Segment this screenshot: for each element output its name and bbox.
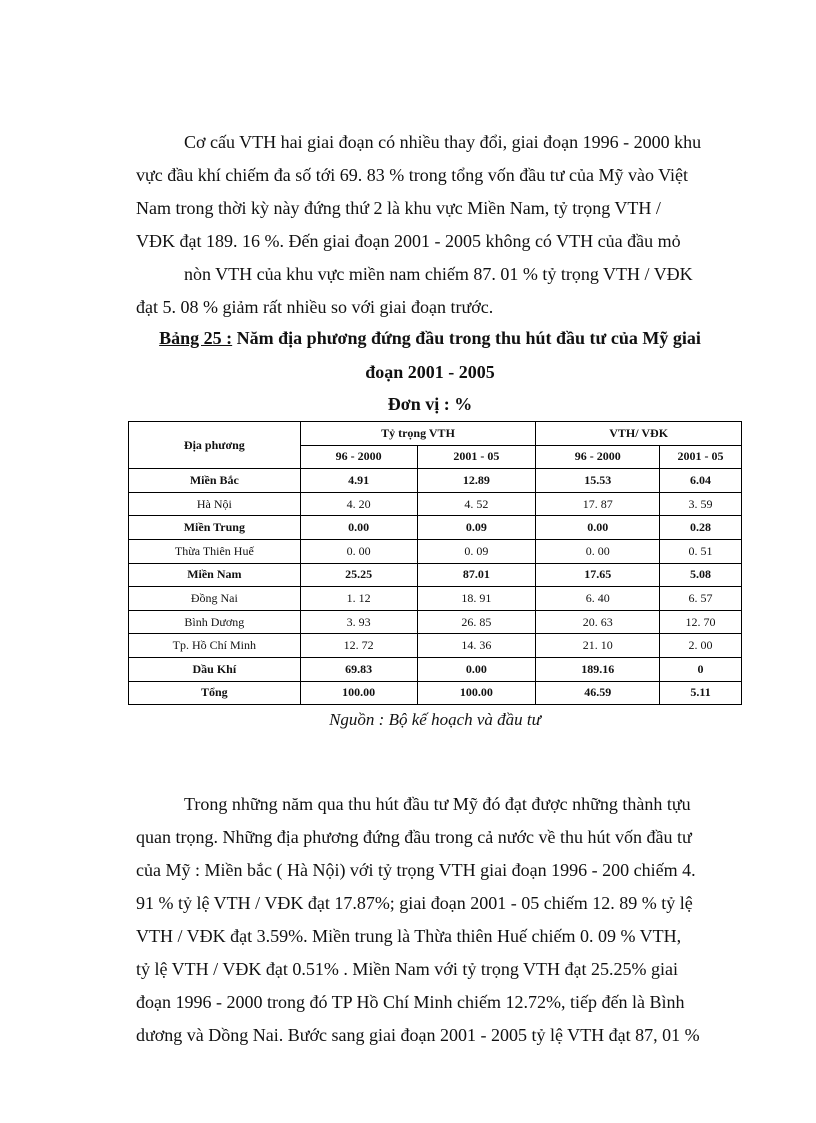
region-cell: Miền Bắc xyxy=(129,469,301,493)
table-row xyxy=(129,657,742,681)
table-row xyxy=(129,492,742,516)
table-row xyxy=(129,634,742,658)
value-cell: 100.00 xyxy=(417,681,536,705)
value-cell: 20. 63 xyxy=(536,610,660,634)
intro-paragraph xyxy=(136,126,740,324)
value-cell: 3. 93 xyxy=(300,610,417,634)
table-row xyxy=(129,516,742,540)
paragraph-line: VĐK đạt 189. 16 %. Đến giai đoạn 2001 - 2005 không có VTH của đầu mỏ xyxy=(136,231,681,251)
value-cell: 0. 00 xyxy=(536,539,660,563)
table-title-text: Năm địa phương đứng đầu trong thu hút đầu tư của Mỹ giai xyxy=(232,328,701,348)
table-row xyxy=(129,563,742,587)
paragraph-line: vực đầu khí chiếm đa số tới 69. 83 % trong tổng vốn đầu tư của Mỹ vào Việt xyxy=(136,165,689,185)
value-cell: 2. 00 xyxy=(660,634,742,658)
table-row xyxy=(129,681,742,705)
value-cell: 1. 12 xyxy=(300,587,417,611)
paragraph-line: Trong những năm qua thu hút đầu tư Mỹ đó đạt được những thành tựu xyxy=(184,794,691,814)
table-row xyxy=(129,539,742,563)
subheader: 2001 - 05 xyxy=(660,445,742,469)
paragraph-line: nòn VTH của khu vực miền nam chiếm 87. 01 % tỷ trọng VTH / VĐK xyxy=(184,264,693,284)
value-cell: 69.83 xyxy=(300,657,417,681)
paragraph-line: đạt 5. 08 % giảm rất nhiều so với giai đoạn trước. xyxy=(136,297,494,317)
value-cell: 0. 51 xyxy=(660,539,742,563)
header-share-vth: Tỷ trọng VTH xyxy=(300,422,536,446)
data-table xyxy=(128,421,742,705)
value-cell: 4.91 xyxy=(300,469,417,493)
unit-label: Đơn vị : % xyxy=(387,394,473,414)
header-vth-vdk: VTH/ VĐK xyxy=(536,422,742,446)
region-cell: Hà Nội xyxy=(129,492,301,516)
subheader: 96 - 2000 xyxy=(300,445,417,469)
value-cell: 0 xyxy=(660,657,742,681)
value-cell: 12. 70 xyxy=(660,610,742,634)
table-title xyxy=(120,321,740,355)
value-cell: 0. 00 xyxy=(300,539,417,563)
subheader: 2001 - 05 xyxy=(417,445,536,469)
value-cell: 0.00 xyxy=(417,657,536,681)
value-cell: 12.89 xyxy=(417,469,536,493)
region-cell: Thừa Thiên Huế xyxy=(129,539,301,563)
value-cell: 5.11 xyxy=(660,681,742,705)
region-cell: Miền Nam xyxy=(129,563,301,587)
header-region: Địa phương xyxy=(129,422,301,469)
value-cell: 3. 59 xyxy=(660,492,742,516)
paragraph-line: đoạn 1996 - 2000 trong đó TP Hồ Chí Minh chiếm 12.72%, tiếp đến là Bình xyxy=(136,992,685,1012)
table-title-line2: đoạn 2001 - 2005 xyxy=(365,362,495,382)
value-cell: 17. 87 xyxy=(536,492,660,516)
table-row xyxy=(129,469,742,493)
value-cell: 6.04 xyxy=(660,469,742,493)
value-cell: 0.00 xyxy=(536,516,660,540)
region-cell: Miền Trung xyxy=(129,516,301,540)
region-cell: Tổng xyxy=(129,681,301,705)
source-note: Nguồn : Bộ kế hoạch và đầu tư xyxy=(329,710,541,729)
value-cell: 14. 36 xyxy=(417,634,536,658)
paragraph-line: Cơ cấu VTH hai giai đoạn có nhiều thay đổi, giai đoạn 1996 - 2000 khu xyxy=(184,132,702,152)
region-cell: Dầu Khí xyxy=(129,657,301,681)
value-cell: 46.59 xyxy=(536,681,660,705)
value-cell: 189.16 xyxy=(536,657,660,681)
region-cell: Tp. Hồ Chí Minh xyxy=(129,634,301,658)
paragraph-line: tỷ lệ VTH / VĐK đạt 0.51% . Miền Nam với tỷ trọng VTH đạt 25.25% giai xyxy=(136,959,678,979)
region-cell: Đồng Nai xyxy=(129,587,301,611)
value-cell: 26. 85 xyxy=(417,610,536,634)
paragraph-line: của Mỹ : Miền bắc ( Hà Nội) với tỷ trọng VTH giai đoạn 1996 - 200 chiếm 4. xyxy=(136,860,696,880)
paragraph-line: quan trọng. Những địa phương đứng đầu trong cả nước về thu hút vốn đầu tư xyxy=(136,827,692,847)
table-label: Bảng 25 : xyxy=(159,328,233,348)
paragraph-line: Nam trong thời kỳ này đứng thứ 2 là khu vực Miền Nam, tỷ trọng VTH / xyxy=(136,198,661,218)
value-cell: 87.01 xyxy=(417,563,536,587)
value-cell: 5.08 xyxy=(660,563,742,587)
paragraph-line: VTH / VĐK đạt 3.59%. Miền trung là Thừa thiên Huế chiếm 0. 09 % VTH, xyxy=(136,926,682,946)
paragraph-line: 91 % tỷ lệ VTH / VĐK đạt 17.87%; giai đoạn 2001 - 05 chiếm 12. 89 % tỷ lệ xyxy=(136,893,693,913)
value-cell: 15.53 xyxy=(536,469,660,493)
table-header-row xyxy=(129,422,742,446)
value-cell: 0. 09 xyxy=(417,539,536,563)
table-row xyxy=(129,610,742,634)
region-cell: Bình Dương xyxy=(129,610,301,634)
value-cell: 12. 72 xyxy=(300,634,417,658)
table-row xyxy=(129,587,742,611)
value-cell: 6. 40 xyxy=(536,587,660,611)
analysis-paragraph xyxy=(136,788,740,1052)
value-cell: 18. 91 xyxy=(417,587,536,611)
subheader: 96 - 2000 xyxy=(536,445,660,469)
value-cell: 25.25 xyxy=(300,563,417,587)
value-cell: 0.00 xyxy=(300,516,417,540)
value-cell: 21. 10 xyxy=(536,634,660,658)
paragraph-line: dương và Dồng Nai. Bước sang giai đoạn 2001 - 2005 tỷ lệ VTH đạt 87, 01 % xyxy=(136,1025,700,1045)
value-cell: 4. 20 xyxy=(300,492,417,516)
value-cell: 17.65 xyxy=(536,563,660,587)
value-cell: 6. 57 xyxy=(660,587,742,611)
value-cell: 0.09 xyxy=(417,516,536,540)
value-cell: 100.00 xyxy=(300,681,417,705)
value-cell: 4. 52 xyxy=(417,492,536,516)
value-cell: 0.28 xyxy=(660,516,742,540)
